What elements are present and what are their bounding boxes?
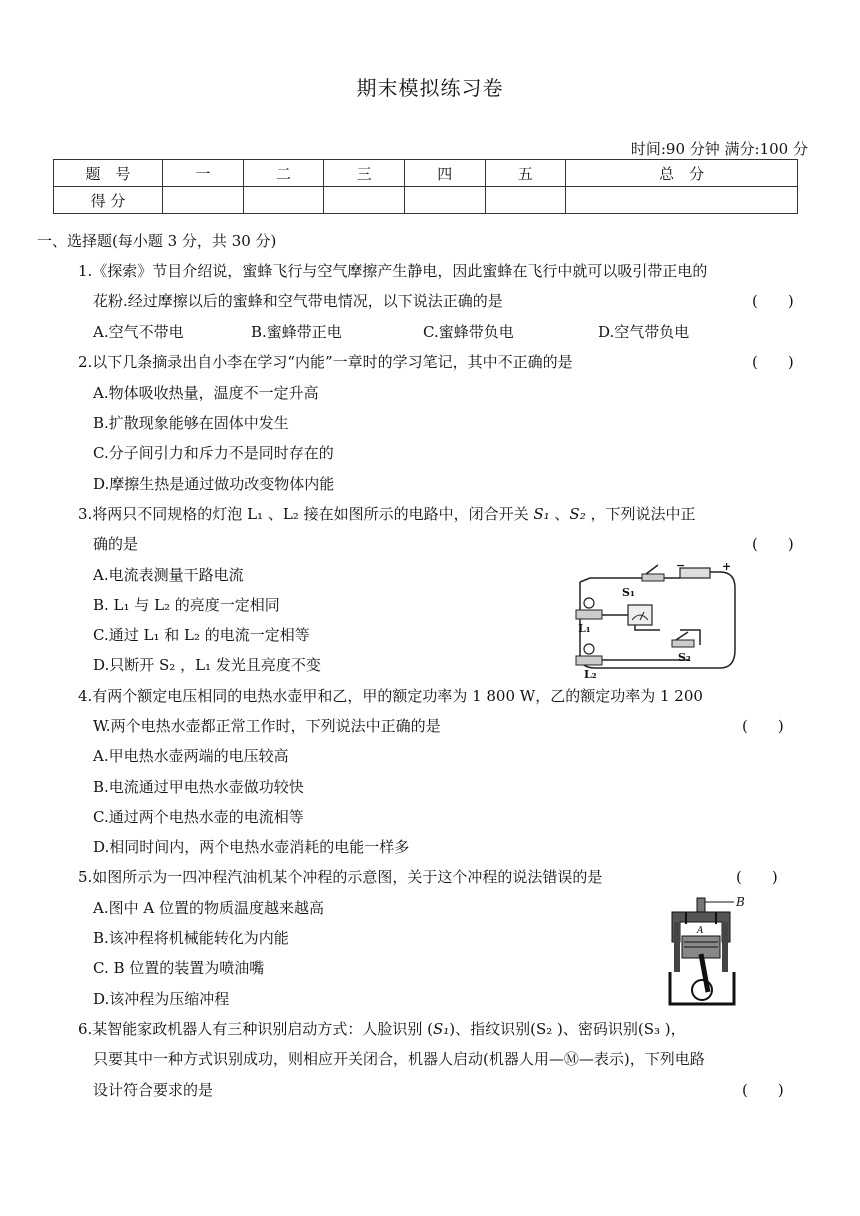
q2-option-b: B.扩散现象能够在固体中发生 [93, 414, 289, 432]
label-l1: L₁ [578, 622, 591, 635]
header-cell: 五 [485, 160, 566, 187]
page-title: 期末模拟练习卷 [356, 76, 504, 100]
score-cell [566, 187, 798, 214]
engine-diagram [662, 892, 774, 1010]
q1-option-a: A.空气不带电 [93, 323, 184, 341]
label-minus: − [676, 560, 686, 572]
answer-bracket: ( ) [752, 535, 794, 553]
q1-option-d: D.空气带负电 [598, 323, 690, 341]
q2-option-d: D.摩擦生热是通过做功改变物体内能 [93, 475, 335, 493]
q3-option-d: D.只断开 S₂ ，L₁ 发光且亮度不变 [93, 656, 321, 674]
answer-bracket: ( ) [742, 1081, 784, 1099]
q5-option-b: B.该冲程将机械能转化为内能 [93, 929, 289, 947]
q2-stem: 2.以下几条摘录出自小李在学习“内能”一章时的学习笔记，其中不正确的是 [78, 353, 573, 371]
spark-plug-icon [697, 898, 705, 912]
q6-stem-line3: 设计符合要求的是 [93, 1081, 214, 1099]
q3-option-b: B. L₁ 与 L₂ 的亮度一定相同 [93, 596, 280, 614]
q3-stem-text-b: ，下列说法中正 [585, 505, 696, 523]
q6-stem-text-b: )、指纹识别(S₂ )、密码识别(S₃ )， [449, 1020, 686, 1038]
header-cell: 一 [163, 160, 244, 187]
q5-stem: 5.如图所示为一四冲程汽油机某个冲程的示意图，关于这个冲程的说法错误的是 [78, 868, 603, 886]
score-cell [243, 187, 324, 214]
header-cell: 二 [243, 160, 324, 187]
answer-bracket: ( ) [736, 868, 778, 886]
q3-switch-s1: S₁ [533, 505, 550, 523]
q4-stem-line1: 4.有两个额定电压相同的电热水壶甲和乙，甲的额定功率为 1 800 W，乙的额定功率为 1 200 [78, 687, 703, 705]
q1-stem-line1: 1.《探索》节目介绍说，蜜蜂飞行与空气摩擦产生静电，因此蜜蜂在飞行中就可以吸引带正电的 [78, 262, 708, 280]
header-cell: 总 分 [566, 160, 798, 187]
time-info: 时间:90 分钟 满分:100 分 [630, 140, 808, 158]
label-s1: S₁ [622, 586, 635, 599]
score-cell [485, 187, 566, 214]
label-a: A [697, 926, 704, 936]
header-cell: 三 [324, 160, 405, 187]
circuit-diagram [560, 560, 740, 680]
q6-stem-line2: 只要其中一种方式识别成功，则相应开关闭合，机器人启动(机器人用—Ⓜ—表示)，下列电路 [93, 1050, 705, 1068]
header-cell: 四 [404, 160, 485, 187]
q2-option-c: C.分子间引力和斥力不是同时存在的 [93, 444, 334, 462]
q5-option-a: A.图中 A 位置的物质温度越来越高 [93, 899, 324, 917]
q4-option-c: C.通过两个电热水壶的电流相等 [93, 808, 304, 826]
header-cell: 题 号 [54, 160, 163, 187]
label-b: B [736, 895, 745, 909]
q4-option-a: A.甲电热水壶两端的电压较高 [93, 747, 289, 765]
q3-stem-line2: 确的是 [93, 535, 139, 553]
answer-bracket: ( ) [752, 353, 794, 371]
answer-bracket: ( ) [742, 717, 784, 735]
q5-option-d: D.该冲程为压缩冲程 [93, 990, 230, 1008]
q1-stem-line2: 花粉.经过摩擦以后的蜜蜂和空气带电情况，以下说法正确的是 [93, 292, 503, 310]
q5-option-c: C. B 位置的装置为喷油嘴 [93, 959, 265, 977]
lamp-l1-icon [576, 610, 602, 619]
score-cell [163, 187, 244, 214]
score-table [53, 159, 798, 214]
section-heading: 一、选择题(每小题 3 分，共 30 分) [37, 232, 277, 250]
q1-option-c: C.蜜蜂带负电 [423, 323, 514, 341]
switch-s1-icon [642, 574, 664, 581]
score-table-score-row [54, 187, 798, 214]
q3-separator: 、 [549, 505, 570, 523]
q6-switch-s1: S₁ [432, 1020, 450, 1038]
q3-switch-s2: S₂ [569, 505, 586, 523]
answer-bracket: ( ) [752, 292, 794, 310]
q2-option-a: A.物体吸收热量，温度不一定升高 [93, 384, 319, 402]
label-s2: S₂ [678, 651, 691, 664]
score-table-header-row [54, 160, 798, 187]
label-l2: L₂ [584, 668, 597, 680]
q4-option-d: D.相同时间内，两个电热水壶消耗的电能一样多 [93, 838, 410, 856]
q3-stem-text-a: 3.将两只不同规格的灯泡 L₁ 、L₂ 接在如图所示的电路中，闭合开关 [78, 505, 534, 523]
q6-stem-line1 [78, 1019, 686, 1039]
label-plus: + [722, 560, 732, 573]
score-cell [404, 187, 485, 214]
q1-option-b: B.蜜蜂带正电 [251, 323, 342, 341]
q4-option-b: B.电流通过甲电热水壶做功较快 [93, 778, 304, 796]
switch-s2-icon [672, 640, 694, 647]
score-cell [324, 187, 405, 214]
q3-option-c: C.通过 L₁ 和 L₂ 的电流一定相等 [93, 626, 310, 644]
score-row-label: 得 分 [54, 187, 163, 214]
q4-stem-line2: W.两个电热水壶都正常工作时，下列说法中正确的是 [93, 717, 441, 735]
lamp-l2-icon [576, 656, 602, 665]
q6-stem-text-a: 6.某智能家政机器人有三种识别启动方式：人脸识别 ( [78, 1020, 433, 1038]
q3-option-a: A.电流表测量干路电流 [93, 566, 244, 584]
q3-stem-line1 [78, 504, 696, 524]
